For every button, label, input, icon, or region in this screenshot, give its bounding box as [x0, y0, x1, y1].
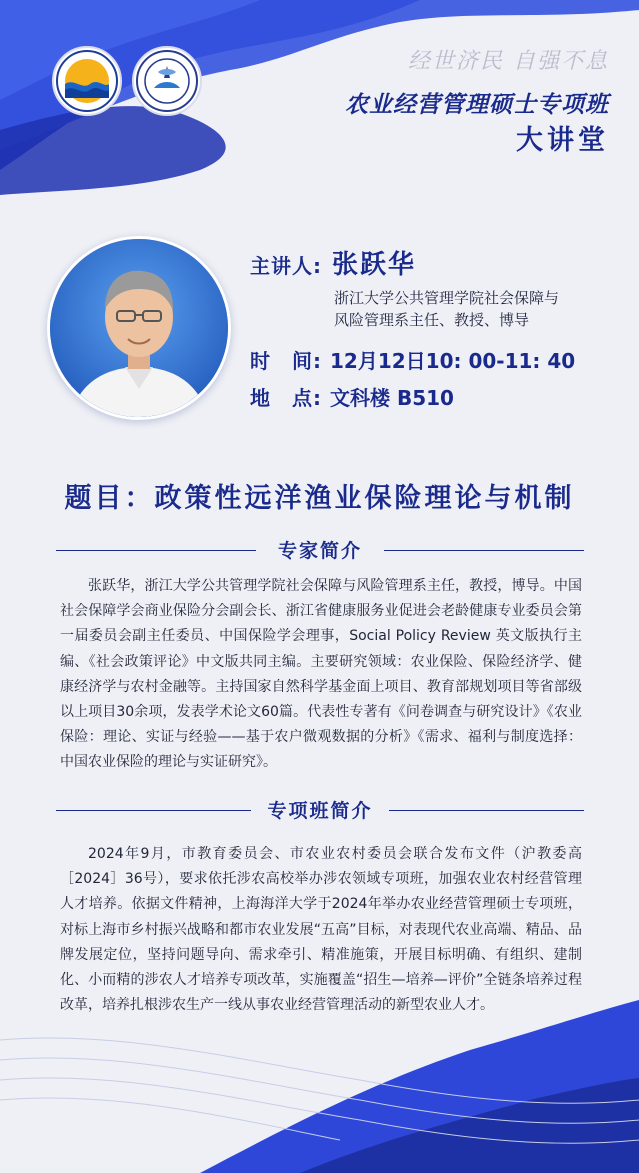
expert-section-heading: [56, 538, 584, 562]
speaker-portrait: [47, 236, 231, 420]
institute-seal-logo: [132, 46, 202, 116]
expert-bio: 张跃华，浙江大学公共管理学院社会保障与风险管理系主任，教授，博导。中国社会保障学会商业保险分会副会长、浙江省健康服务业促进会老龄健康专业委员会第一届委员会副主任委员、中国保险学会理事，Social Policy Review 英文版执行主编、《社会政策评论》中文版共同主编。主要研究领域：农业保险、保险经济学、健康经济学与农村金融等。主持国家自然科学基金面上项目、教育部规划项目等省部级以上项目30余项，发表学术论文60篇。代表性专著有《问卷调查与研究设计》《农业保险：理论、实证与经验——基于农户微观数据的分析》《需求、福利与制度选择：中国农业保险的理论与实证研究》。: [60, 578, 582, 771]
place-row: [250, 382, 620, 411]
program-heading-text: 专项班简介: [267, 800, 373, 822]
speaker-title-line2: 风险管理系主任、教授、博导: [334, 311, 530, 329]
program-intro: 2024年9月，市教育委员会、市农业农村委员会联合发布文件（沪教委高［2024］36号），要求依托涉农高校举办涉农领域专项班，加强农业农村经营管理人才培养。依据文件精神，上海海洋大学于2024年举办农业经营管理硕士专项班，对标上海市乡村振兴战略和都市农业发展“五高”目标，对表现代农业高端、精品、品牌发展定位，坚持问题导向、需求牵引、精准施策，开展目标明确、有组织、建制化、小而精的涉农人才培养专项改革，实施覆盖“招生—培养—评价”全链条培养过程改革，培养扎根涉农生产一线从事农业经营管理活动的新型农业人才。: [60, 846, 582, 1014]
place-value: 文科楼 B510: [330, 386, 454, 410]
time-row: [250, 345, 620, 374]
time-value: 12月12日10: 00-11: 40: [330, 349, 576, 373]
time-label: 时 间:: [250, 349, 322, 373]
shanghai-ocean-university-logo: [52, 46, 122, 116]
motto: 经世济民 自强不息: [408, 49, 609, 74]
speaker-title-line1: 浙江大学公共管理学院社会保障与: [334, 289, 560, 307]
expert-heading-text: 专家简介: [277, 540, 362, 562]
speaker-titles: [334, 287, 620, 331]
speaker-name: 张跃华: [332, 250, 417, 280]
lecture-topic: 题目：政策性远洋渔业保险理论与机制: [64, 483, 575, 514]
program-section-heading: [56, 798, 584, 822]
speaker-label: 主讲人:: [250, 254, 322, 278]
program-title: 农业经营管理硕士专项班: [345, 92, 609, 118]
speaker-info: [250, 244, 620, 411]
place-label: 地 点:: [250, 386, 322, 410]
speaker-row: [250, 244, 620, 281]
lecture-hall-title: 大讲堂: [516, 125, 609, 156]
